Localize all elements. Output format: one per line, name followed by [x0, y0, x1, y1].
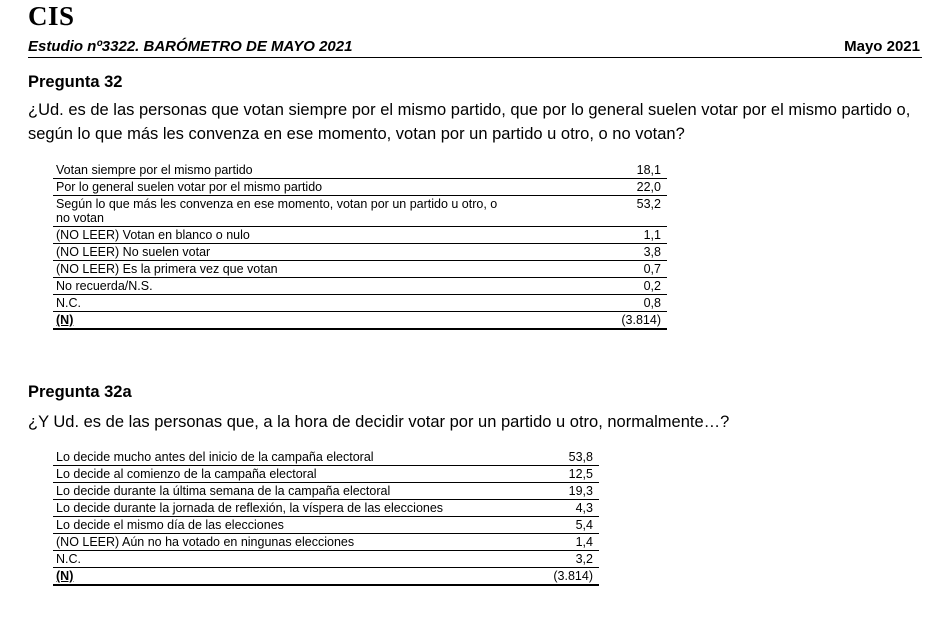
row-label: No recuerda/N.S. — [53, 278, 513, 295]
table-row — [53, 244, 667, 261]
table-row — [53, 551, 599, 568]
row-label: Según lo que más les convenza en ese momento, votan por un partido u otro, o no votan — [53, 196, 513, 227]
study-title: Estudio nº3322. BARÓMETRO DE MAYO 2021 — [28, 38, 353, 55]
table-row — [53, 295, 667, 312]
row-value: 18,1 — [513, 162, 667, 179]
row-label: Lo decide al comienzo de la campaña electoral — [53, 466, 493, 483]
row-value: 3,2 — [493, 551, 599, 568]
table-row — [53, 278, 667, 295]
row-label: Por lo general suelen votar por el mismo partido — [53, 179, 513, 196]
table-row — [53, 261, 667, 278]
total-label — [53, 568, 493, 586]
total-value: (3.814) — [513, 312, 667, 330]
total-label-text: (N) — [56, 569, 74, 583]
table-row — [53, 500, 599, 517]
table-row — [53, 179, 667, 196]
total-label — [53, 312, 513, 330]
row-label: (NO LEER) No suelen votar — [53, 244, 513, 261]
row-value: 1,4 — [493, 534, 599, 551]
table-row — [53, 534, 599, 551]
question-32-text: ¿Ud. es de las personas que votan siempre por el mismo partido, que por lo general suelen votar por el mismo partido o, según lo que más les convenza en ese momento, votan por un partido u otro, o no votan? — [28, 101, 911, 143]
question-32a-title: Pregunta 32a — [28, 383, 132, 401]
question-32a-table — [53, 449, 599, 586]
question-32a-text: ¿Y Ud. es de las personas que, a la hora de decidir votar por un partido u otro, normalmente…? — [28, 413, 730, 431]
total-row — [53, 312, 667, 330]
table-row — [53, 162, 667, 179]
row-value: 0,8 — [513, 295, 667, 312]
row-value: 0,7 — [513, 261, 667, 278]
row-label: Lo decide durante la jornada de reflexión, la víspera de las elecciones — [53, 500, 493, 517]
table-row — [53, 196, 667, 227]
row-label: Lo decide el mismo día de las elecciones — [53, 517, 493, 534]
table-row — [53, 483, 599, 500]
total-label-text: (N) — [56, 313, 74, 327]
row-value: 3,8 — [513, 244, 667, 261]
row-label: N.C. — [53, 551, 493, 568]
page-header — [28, 38, 922, 58]
study-date: Mayo 2021 — [844, 38, 920, 55]
row-label: N.C. — [53, 295, 513, 312]
table-row — [53, 449, 599, 466]
table-row — [53, 466, 599, 483]
question-32-title: Pregunta 32 — [28, 73, 123, 91]
row-value: 1,1 — [513, 227, 667, 244]
row-value: 12,5 — [493, 466, 599, 483]
cis-logo: CIS — [28, 1, 75, 31]
row-label: (NO LEER) Aún no ha votado en ningunas elecciones — [53, 534, 493, 551]
row-label: (NO LEER) Votan en blanco o nulo — [53, 227, 513, 244]
row-value: 53,2 — [513, 196, 667, 227]
row-label: Lo decide mucho antes del inicio de la campaña electoral — [53, 449, 493, 466]
question-32-table — [53, 162, 667, 330]
total-value: (3.814) — [493, 568, 599, 586]
row-value: 0,2 — [513, 278, 667, 295]
row-value: 5,4 — [493, 517, 599, 534]
row-label: (NO LEER) Es la primera vez que votan — [53, 261, 513, 278]
row-value: 53,8 — [493, 449, 599, 466]
total-row — [53, 568, 599, 586]
row-label: Lo decide durante la última semana de la campaña electoral — [53, 483, 493, 500]
row-value: 19,3 — [493, 483, 599, 500]
row-value: 4,3 — [493, 500, 599, 517]
row-label: Votan siempre por el mismo partido — [53, 162, 513, 179]
table-row — [53, 517, 599, 534]
table-row — [53, 227, 667, 244]
row-value: 22,0 — [513, 179, 667, 196]
